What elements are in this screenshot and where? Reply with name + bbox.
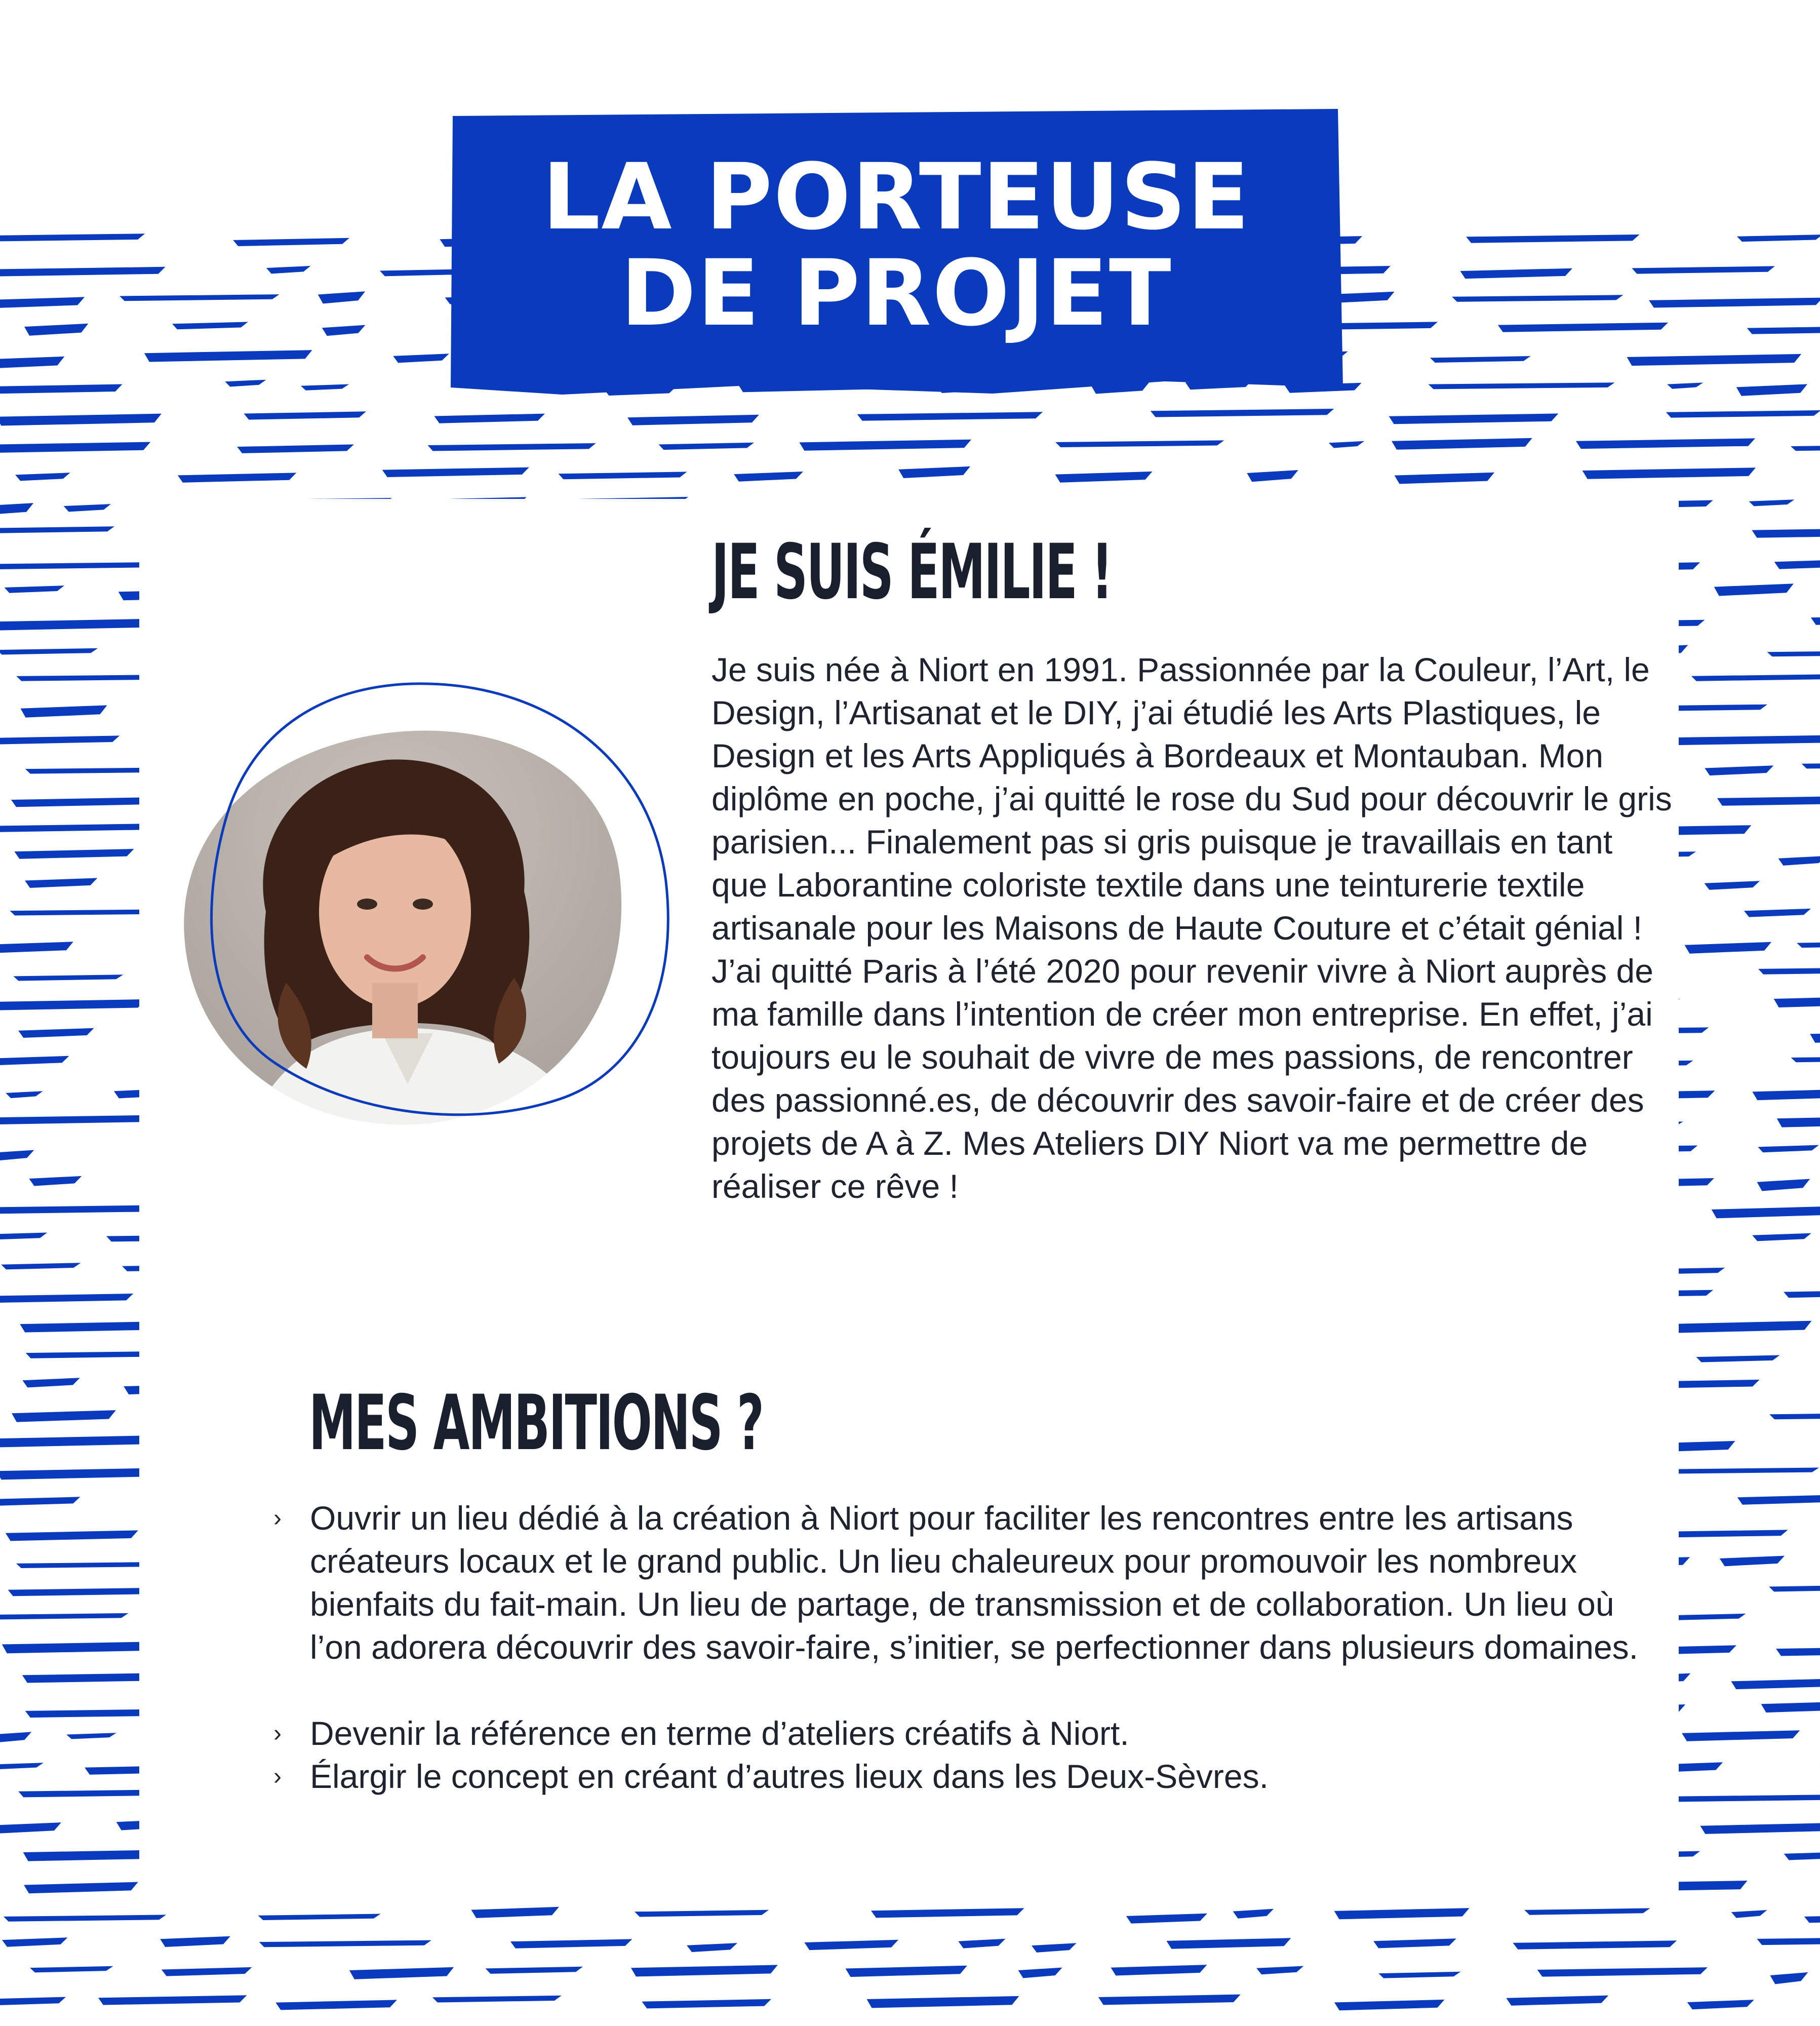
brush-stroke: [1776, 1646, 1820, 1656]
brush-stroke: [2, 1937, 68, 1946]
brush-stroke: [1700, 1823, 1820, 1834]
brush-stroke: [0, 442, 150, 453]
brush-stroke: [1747, 326, 1820, 334]
brush-stroke: [898, 466, 970, 478]
brush-stroke: [1055, 472, 1153, 483]
page-title-line-1: LA PORTEUSE: [542, 144, 1251, 250]
brush-stroke: [687, 1943, 737, 1952]
brush-stroke: [1705, 765, 1773, 775]
brush-stroke: [275, 2000, 397, 2010]
brush-stroke: [1774, 559, 1820, 569]
brush-stroke: [1784, 1290, 1820, 1298]
chevron-right-icon: ›: [273, 1763, 282, 1790]
brush-stroke: [1802, 762, 1820, 768]
title-banner: [446, 104, 1347, 403]
brush-stroke: [434, 414, 545, 423]
brush-stroke: [1731, 1679, 1820, 1689]
brush-stroke: [0, 357, 64, 369]
brush-stroke: [1757, 1937, 1820, 1945]
brush-stroke: [30, 1966, 113, 1973]
page-title-line-2: DE PROJET: [620, 241, 1172, 346]
brush-stroke: [734, 472, 803, 482]
brush-stroke: [29, 1176, 82, 1186]
brush-stroke: [1696, 1355, 1780, 1362]
brush-stroke: [1334, 2000, 1445, 2010]
brush-stroke: [1649, 298, 1820, 308]
brush-stroke: [804, 1940, 898, 1950]
brush-stroke: [1797, 941, 1820, 948]
brush-stroke: [0, 414, 162, 426]
brush-stroke: [1784, 1852, 1820, 1860]
brush-stroke: [1758, 967, 1820, 975]
brush-stroke: [1667, 382, 1703, 388]
brush-stroke: [1691, 674, 1820, 681]
brush-stroke: [1018, 1968, 1062, 1978]
brush-stroke: [13, 975, 123, 981]
brush-stroke: [1666, 1795, 1820, 1802]
brush-stroke: [846, 1966, 967, 1977]
brush-stroke: [98, 1995, 247, 2005]
brush-stroke: [244, 411, 366, 419]
brush-stroke: [1666, 410, 1820, 418]
brush-stroke: [642, 1999, 772, 2009]
brush-stroke: [659, 443, 755, 450]
brush-stroke: [1752, 1089, 1820, 1101]
brush-stroke: [24, 1882, 138, 1894]
brush-stroke: [1682, 1730, 1800, 1741]
brush-stroke: [393, 354, 449, 363]
brush-stroke: [349, 1967, 454, 1979]
brush-stroke: [11, 797, 150, 807]
brush-stroke: [22, 1378, 80, 1387]
brush-stroke: [1256, 1966, 1303, 1975]
brush-stroke: [1247, 470, 1298, 482]
brush-stroke: [486, 1967, 583, 1974]
brush-stroke: [1111, 1965, 1207, 1975]
brush-stroke: [0, 297, 85, 308]
brush-stroke: [857, 412, 1043, 420]
brush-stroke: [64, 504, 111, 512]
brush-stroke: [1761, 1701, 1820, 1712]
brush-stroke: [1392, 438, 1532, 450]
brush-stroke: [1429, 382, 1615, 389]
brush-stroke: [0, 1763, 44, 1769]
brush-stroke: [1460, 268, 1573, 279]
brush-stroke: [1791, 1056, 1820, 1062]
brush-stroke: [6, 1091, 43, 1098]
brush-stroke: [1537, 1967, 1708, 1977]
brush-stroke: [0, 1732, 31, 1742]
brush-stroke: [233, 238, 349, 246]
brush-stroke: [0, 619, 154, 631]
brush-stroke: [0, 1822, 61, 1834]
brush-stroke: [1055, 440, 1224, 447]
intro-paragraph-1: Je suis née à Niort en 1991. Passionnée par la Couleur, l’Art, le Design, l’Artisanat et le DIY, j’ai étudié les Arts Plastiques, le Design et les Arts Appliqués à Bordeaux et Montauban. Mon diplôme en poche, j’ai quitté le rose du Sud pour découvrir le gris parisien... Finalement pas si gris puisque je travaillais en tant que Laborantine coloriste textile dans une teinturerie textile artisanale pour les Maisons de Haute Couture et c’était génial !: [711, 651, 1672, 947]
brush-stroke: [0, 999, 145, 1010]
brush-stroke: [1632, 266, 1775, 274]
brush-stroke: [258, 1914, 380, 1921]
intro-paragraph-2: J’ai quitté Paris à l’été 2020 pour revenir vivre à Niort auprès de ma famille dans l’intention de créer mon entreprise. En effet, j’ai toujours eu le souhait de vivre de mes passions, de rencontrer des passionné.es, de découvrir des savoir-faire et de créer des projets de A à Z. Mes Ateliers DIY Niort va me permettre de réaliser ce rêve !: [711, 952, 1653, 1205]
brush-stroke: [0, 1115, 150, 1124]
brush-stroke: [1389, 413, 1559, 424]
brush-stroke: [144, 350, 312, 362]
brush-stroke: [0, 1497, 80, 1506]
brush-stroke: [178, 473, 296, 482]
brush-stroke: [301, 384, 349, 391]
brush-stroke: [0, 1613, 129, 1620]
brush-stroke: [318, 291, 365, 303]
brush-stroke: [0, 1056, 69, 1065]
brush-stroke: [0, 526, 114, 533]
brush-stroke: [18, 1028, 94, 1038]
brush-stroke: [5, 586, 65, 593]
brush-stroke: [1767, 650, 1820, 656]
brush-stroke: [162, 1967, 252, 1976]
brush-stroke: [1582, 467, 1756, 479]
brush-stroke: [1329, 441, 1364, 448]
portrait: [165, 628, 681, 1145]
brush-stroke: [1430, 356, 1531, 363]
brush-stroke: [0, 824, 146, 832]
brush-stroke: [428, 443, 596, 451]
brush-stroke: [1720, 1556, 1785, 1567]
brush-stroke: [1757, 1179, 1810, 1191]
brush-stroke: [266, 266, 311, 274]
brush-stroke: [1737, 235, 1820, 242]
ambitions-heading: MES AMBITIONS ?: [309, 1379, 763, 1467]
brush-stroke: [1774, 996, 1820, 1007]
brush-stroke: [1452, 295, 1623, 302]
brush-stroke: [4, 1915, 166, 1921]
brush-stroke: [1466, 235, 1640, 243]
brush-stroke: [1687, 2000, 1754, 2009]
brush-stroke: [1378, 1972, 1460, 1978]
brush-stroke: [1, 1263, 81, 1269]
brush-stroke: [1714, 583, 1794, 596]
brush-stroke: [635, 1910, 769, 1917]
brush-stroke: [322, 325, 366, 336]
brush-stroke: [958, 1939, 1005, 1949]
brush-stroke: [1506, 1996, 1608, 2006]
brush-stroke: [0, 384, 123, 395]
page-title: [446, 144, 1347, 346]
brush-stroke: [237, 444, 354, 453]
brush-stroke: [0, 735, 120, 744]
brush-stroke: [1098, 1995, 1241, 2005]
brush-stroke: [25, 878, 97, 888]
brush-stroke: [1712, 1206, 1820, 1218]
brush-stroke: [1334, 1908, 1470, 1919]
brush-stroke: [12, 1410, 116, 1422]
brush-stroke: [1737, 1495, 1820, 1505]
brush-stroke: [1233, 1909, 1274, 1919]
brush-stroke: [1705, 881, 1760, 890]
brush-stroke: [627, 415, 759, 425]
brush-stroke: [1395, 473, 1495, 484]
brush-stroke: [120, 294, 280, 301]
portrait-photo: [165, 628, 681, 1145]
brush-stroke: [0, 233, 145, 242]
brush-stroke: [1770, 1972, 1808, 1984]
brush-stroke: [15, 473, 70, 481]
brush-stroke: [1752, 527, 1820, 538]
brush-stroke: [6, 1530, 138, 1541]
brush-stroke: [471, 1907, 560, 1918]
brush-stroke: [1731, 1910, 1767, 1918]
brush-stroke: [0, 1233, 47, 1240]
brush-stroke: [1669, 1321, 1811, 1333]
brush-stroke: [1749, 499, 1795, 506]
brush-stroke: [0, 562, 156, 569]
brush-stroke: [1736, 384, 1807, 396]
brush-stroke: [0, 942, 73, 953]
brush-stroke: [259, 1940, 431, 1947]
brush-stroke: [871, 1908, 1024, 1918]
intro-text: [711, 648, 1676, 1208]
brush-stroke: [1513, 1940, 1677, 1950]
brush-stroke: [66, 1733, 116, 1739]
brush-stroke: [1758, 1145, 1819, 1153]
brush-stroke: [1126, 1914, 1207, 1924]
brush-stroke: [382, 467, 529, 477]
brush-stroke: [0, 1468, 154, 1479]
brush-stroke: [0, 1205, 163, 1214]
brush-stroke: [631, 1965, 778, 1976]
brush-stroke: [1373, 1938, 1456, 1948]
brush-stroke: [1524, 1908, 1650, 1915]
brush-stroke: [1778, 856, 1820, 866]
brush-stroke: [0, 648, 98, 655]
brush-stroke: [0, 503, 33, 515]
brush-stroke: [1685, 942, 1772, 954]
brush-stroke: [799, 440, 971, 451]
brush-stroke: [1804, 1915, 1820, 1923]
brush-stroke: [1769, 1413, 1820, 1420]
brush-stroke: [0, 1294, 133, 1303]
brush-stroke: [1166, 1938, 1291, 1949]
chevron-right-icon: ›: [273, 1505, 282, 1532]
chevron-right-icon: ›: [273, 1720, 282, 1747]
intro-heading: JE SUIS ÉMILIE !: [711, 528, 1112, 616]
brush-stroke: [1627, 354, 1802, 366]
brush-stroke: [225, 380, 266, 387]
brush-stroke: [432, 1996, 562, 2003]
brush-stroke: [559, 472, 687, 479]
brush-stroke: [0, 267, 166, 277]
brush-stroke: [0, 1997, 66, 2006]
brush-stroke: [0, 1435, 148, 1447]
brush-stroke: [1576, 438, 1755, 449]
brush-stroke: [867, 1996, 1019, 2008]
brush-stroke: [1151, 409, 1334, 417]
brush-stroke: [1811, 615, 1820, 625]
brush-stroke: [24, 324, 88, 336]
brush-stroke: [1810, 1031, 1820, 1043]
brush-stroke: [1752, 1233, 1811, 1241]
brush-stroke: [1769, 1585, 1820, 1592]
brush-stroke: [1032, 1943, 1077, 1953]
brush-stroke: [14, 849, 134, 859]
brush-stroke: [1791, 445, 1820, 451]
brush-stroke: [1744, 909, 1811, 917]
brush-stroke: [1666, 1468, 1819, 1474]
brush-stroke: [160, 1936, 230, 1947]
brush-stroke: [510, 1939, 632, 1948]
brush-stroke: [1717, 796, 1820, 806]
brush-stroke: [1498, 323, 1668, 332]
brush-stroke: [21, 705, 107, 717]
brush-stroke: [1777, 1115, 1820, 1127]
brush-stroke: [172, 322, 248, 330]
brush-stroke: [0, 1150, 34, 1161]
